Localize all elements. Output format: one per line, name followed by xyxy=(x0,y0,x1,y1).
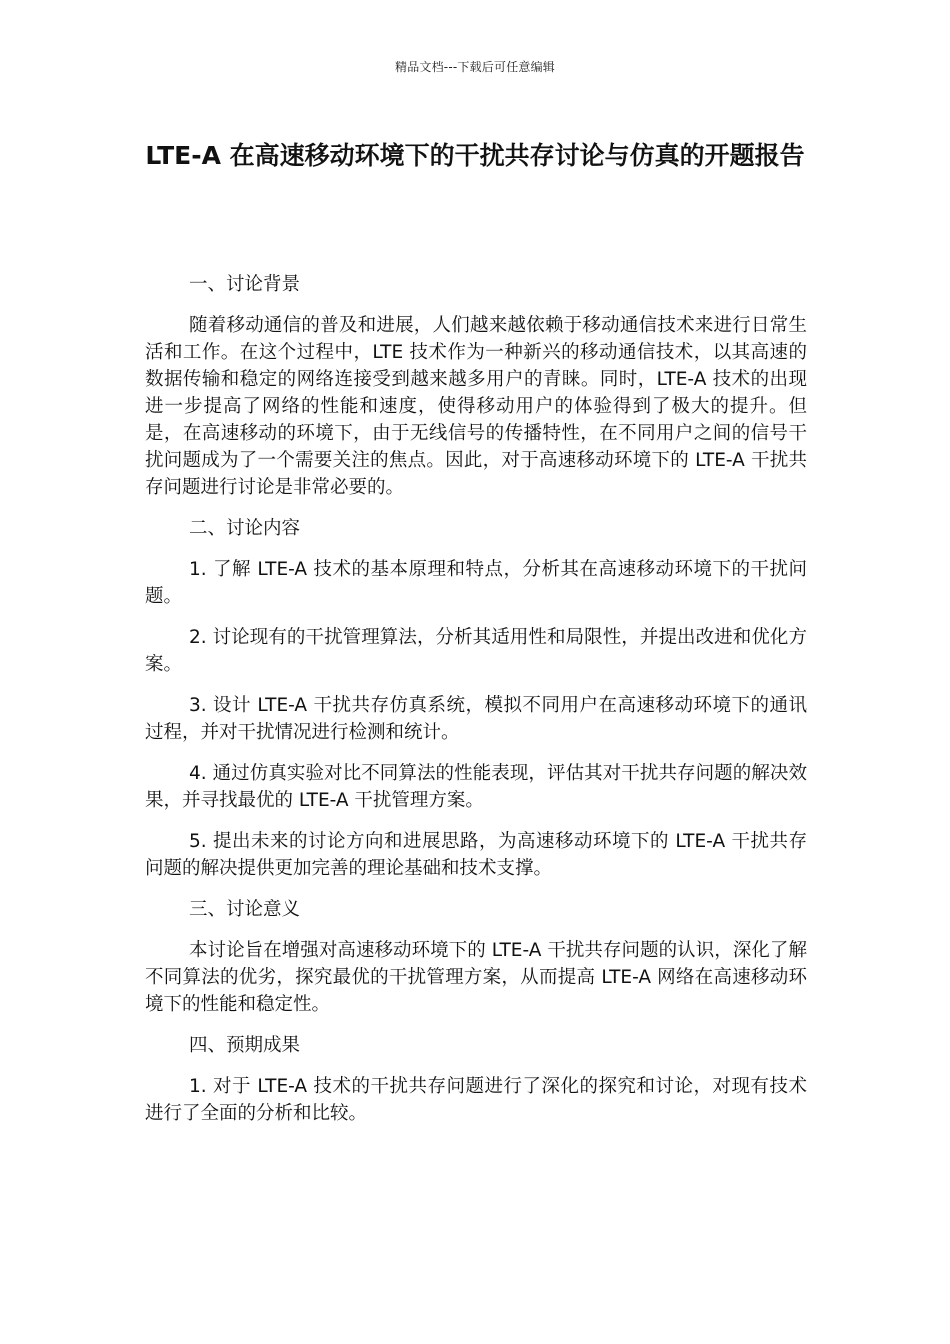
section-heading-results: 四、预期成果 xyxy=(189,1035,301,1056)
document-body xyxy=(145,271,807,1141)
list-item: 5. 提出未来的讨论方向和进展思路，为高速移动环境下的 LTE-A 干扰共存问题的解决提供更加完善的理论基础和技术支撑。 xyxy=(145,831,807,879)
section-heading-background: 一、讨论背景 xyxy=(189,274,301,295)
list-item: 3. 设计 LTE-A 干扰共存仿真系统，模拟不同用户在高速移动环境下的通讯过程，并对干扰情况进行检测和统计。 xyxy=(145,695,807,743)
header-note: 精品文档---下载后可任意编辑 xyxy=(395,60,555,74)
paragraph-background: 随着移动通信的普及和进展，人们越来越依赖于移动通信技术来进行日常生活和工作。在这个过程中，LTE 技术作为一种新兴的移动通信技术，以其高速的数据传输和稳定的网络连接受到越来越多用户的青睐。同时，LTE-A 技术的出现进一步提高了网络的性能和速度，使得移动用户的体验得到了极大的提升。但是，在高速移动的环境下，由于无线信号的传播特性，在不同用户之间的信号干扰问题成为了一个需要关注的焦点。因此，对于高速移动环境下的 LTE-A 干扰共存问题进行讨论是非常必要的。 xyxy=(145,315,807,498)
paragraph-significance: 本讨论旨在增强对高速移动环境下的 LTE-A 干扰共存问题的认识，深化了解不同算法的优劣，探究最优的干扰管理方案，从而提高 LTE-A 网络在高速移动环境下的性能和稳定性。 xyxy=(145,940,807,1015)
list-item: 1. 对于 LTE-A 技术的干扰共存问题进行了深化的探究和讨论，对现有技术进行了全面的分析和比较。 xyxy=(145,1076,807,1124)
section-heading-content: 二、讨论内容 xyxy=(189,518,301,539)
section-heading-significance: 三、讨论意义 xyxy=(189,899,301,920)
list-item: 4. 通过仿真实验对比不同算法的性能表现，评估其对干扰共存问题的解决效果，并寻找最优的 LTE-A 干扰管理方案。 xyxy=(145,763,807,811)
list-item: 1. 了解 LTE-A 技术的基本原理和特点，分析其在高速移动环境下的干扰问题。 xyxy=(145,559,807,607)
list-item: 2. 讨论现有的干扰管理算法，分析其适用性和局限性，并提出改进和优化方案。 xyxy=(145,627,807,675)
document-title: LTE-A 在高速移动环境下的干扰共存讨论与仿真的开题报告 xyxy=(145,141,805,170)
